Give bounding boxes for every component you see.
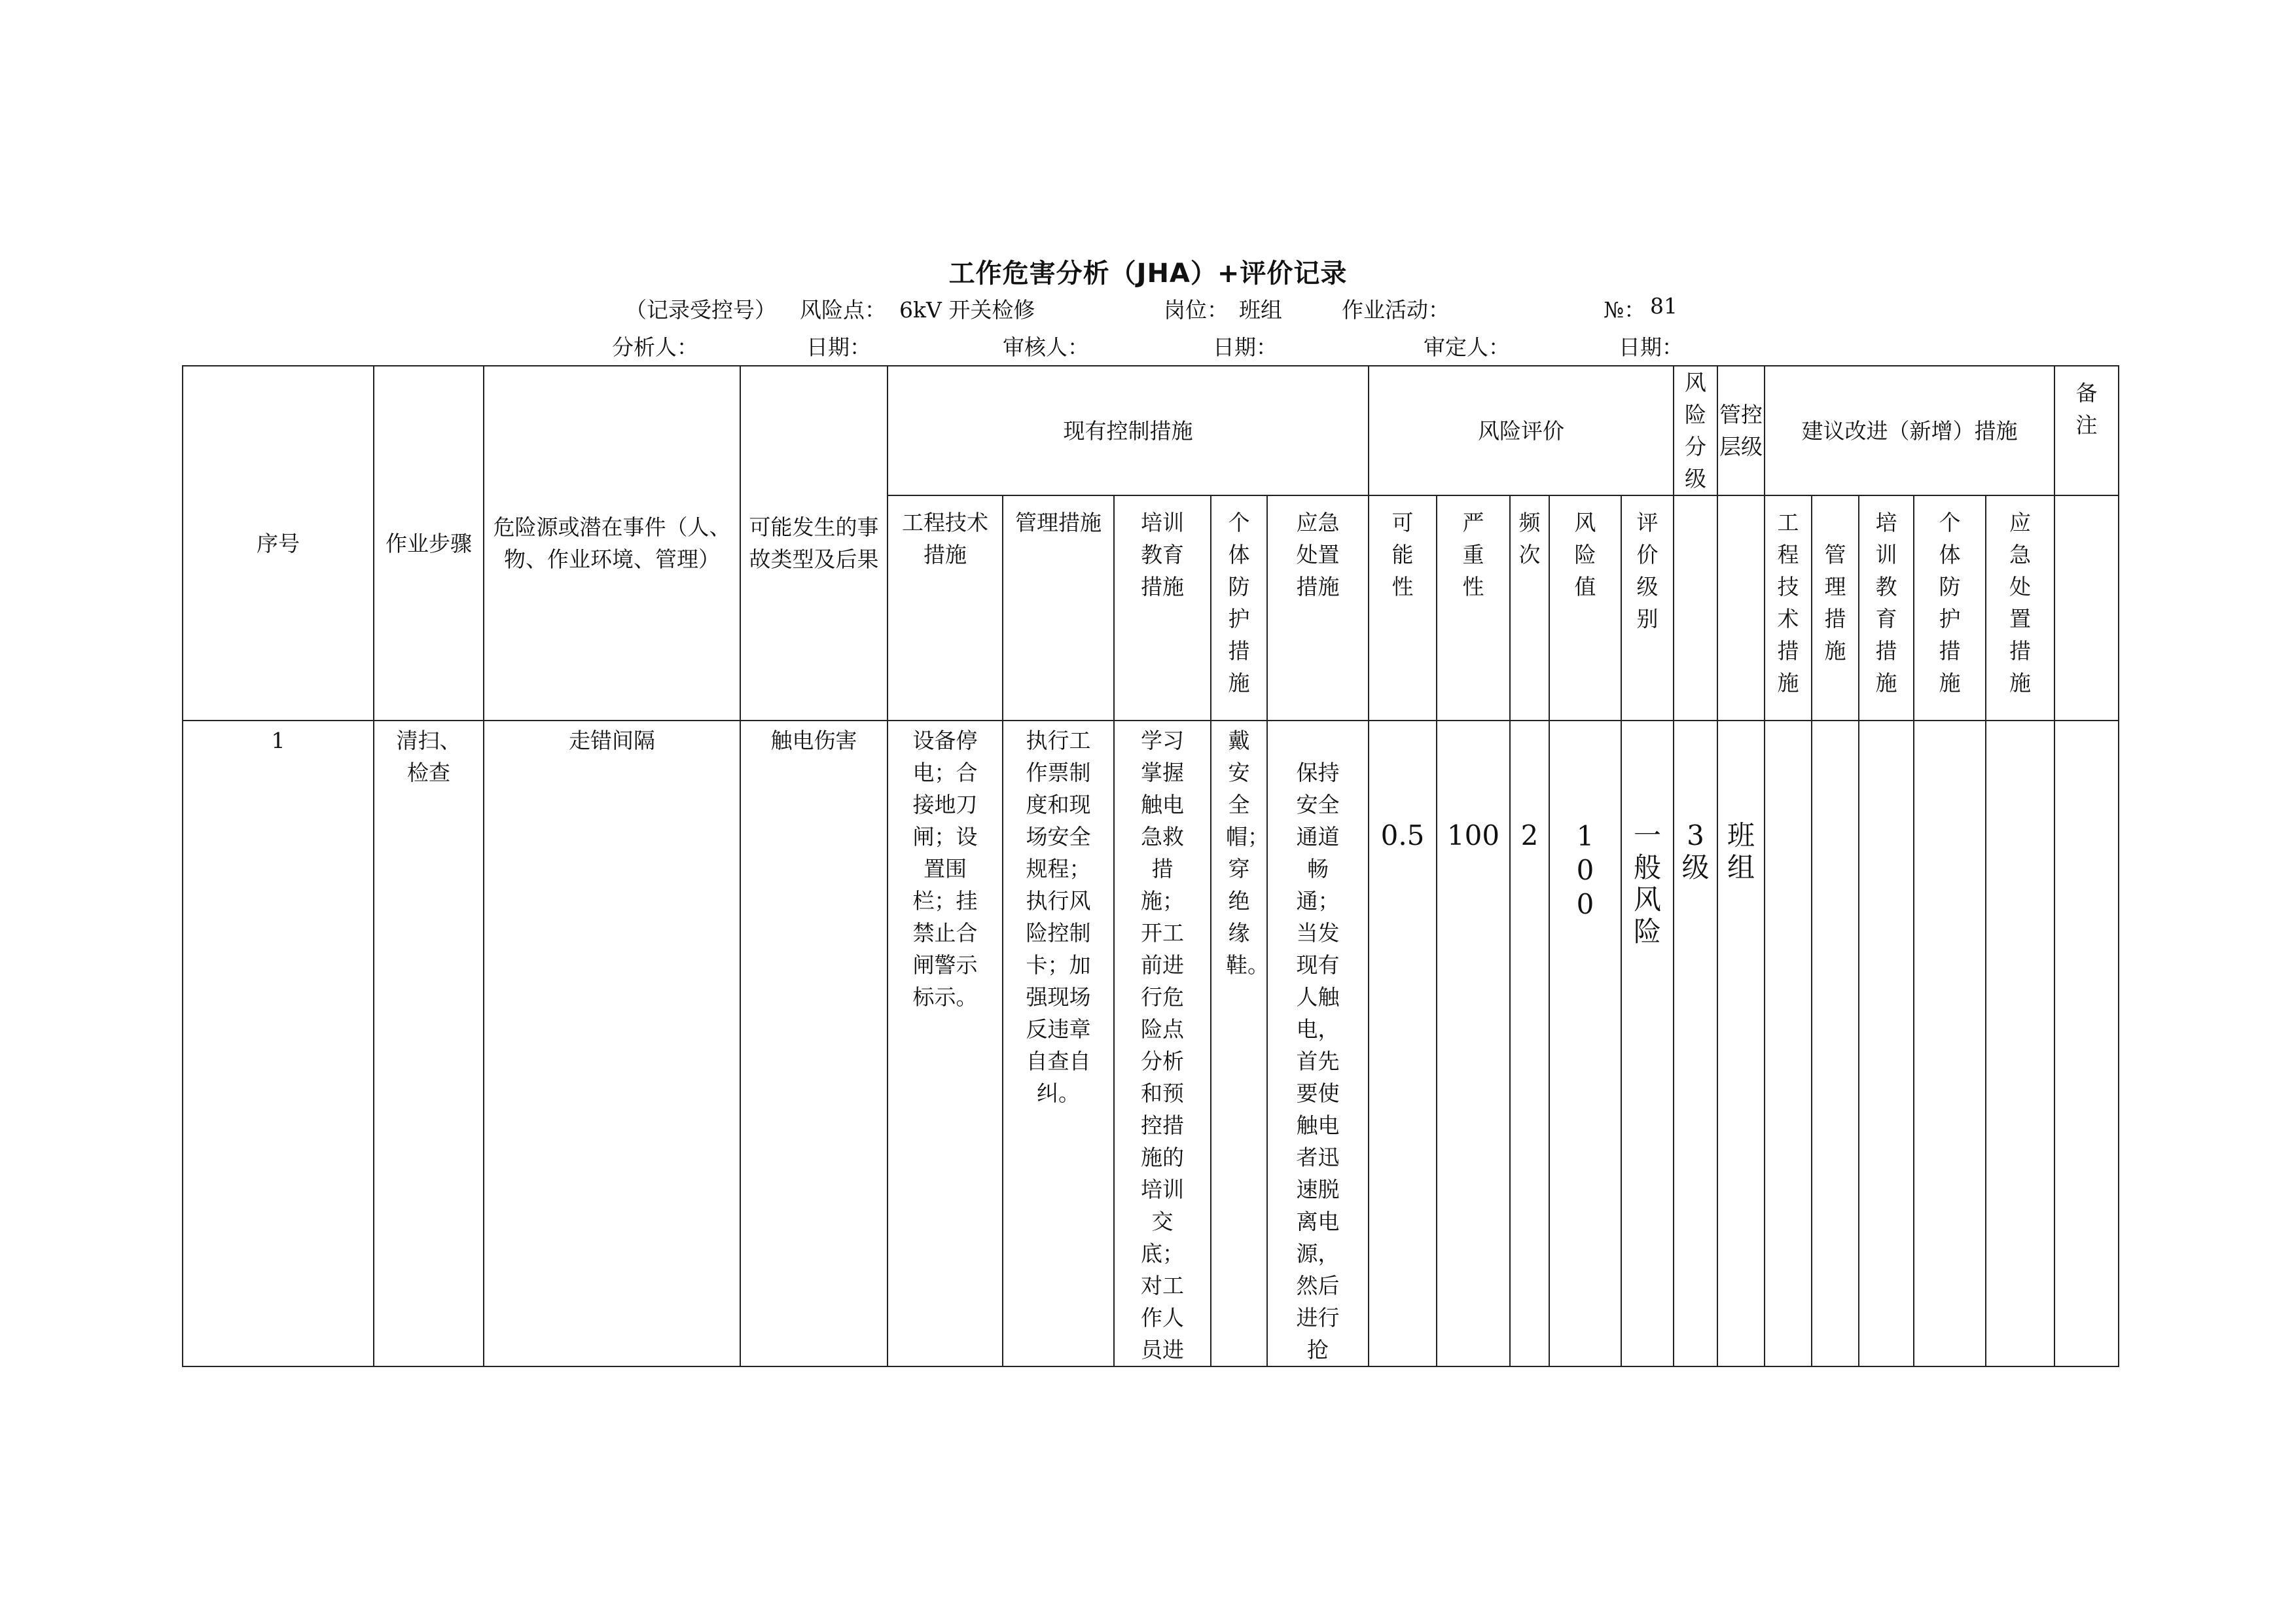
analyst-label: 分析人： <box>612 334 698 360</box>
header-evaluation-level: 评价级别 <box>1621 495 1674 721</box>
post-value: 班组 <box>1239 297 1282 323</box>
row-control-level: 班组 <box>1717 721 1765 1366</box>
header-suggested-training: 培训教育措施 <box>1859 495 1914 721</box>
row-suggested-engineering <box>1765 721 1812 1366</box>
row-training: 学习掌握触电急救措施；开工前进行危险点分析和预控措施的培训交底；对工作人员进 <box>1114 721 1211 1366</box>
date-label-3: 日期： <box>1619 334 1683 360</box>
row-step: 清扫、检查 <box>374 721 484 1366</box>
header-risk-evaluation: 风险评价 <box>1369 366 1674 495</box>
row-risk-value: 100 <box>1549 721 1621 1366</box>
row-suggested-ppe <box>1914 721 1986 1366</box>
header-suggested-engineering: 工程技术措施 <box>1765 495 1812 721</box>
risk-point-label: 风险点： <box>800 297 886 323</box>
row-evaluation-level: 一般风险 <box>1621 721 1674 1366</box>
approver-label: 审定人： <box>1424 334 1510 360</box>
row-suggested-training <box>1859 721 1914 1366</box>
row-severity: 100 <box>1437 721 1510 1366</box>
header-existing-ppe: 个体防护措施 <box>1211 495 1267 721</box>
header-suggested-ppe: 个体防护措施 <box>1914 495 1986 721</box>
record-number-label: （记录受控号） <box>625 297 776 323</box>
header-existing-training: 培训教育措施 <box>1114 495 1211 721</box>
row-emergency: 保持安全通道畅通；当发现有人触电，首先要使触电者迅速脱离电源，然后进行抢 <box>1267 721 1369 1366</box>
header-hazard: 危险源或潜在事件（人、物、作业环境、管理） <box>484 366 740 721</box>
row-hazard: 走错间隔 <box>484 721 740 1366</box>
row-engineering: 设备停电；合接地刀闸；设置围栏；挂禁止合闸警示标示。 <box>888 721 1003 1366</box>
number-label: №： <box>1604 297 1646 323</box>
date-label-2: 日期： <box>1213 334 1278 360</box>
header-seq: 序号 <box>183 366 374 721</box>
row-suggested-management <box>1812 721 1859 1366</box>
header-risk-value: 风险值 <box>1549 495 1621 721</box>
number-value: 81 <box>1650 293 1677 319</box>
header-control-level: 管控层级 <box>1717 366 1765 495</box>
row-ppe: 戴安全帽；穿绝缘鞋。 <box>1211 721 1267 1366</box>
header-frequency: 频次 <box>1510 495 1549 721</box>
header-existing-engineering: 工程技术措施 <box>888 495 1003 721</box>
header-likelihood: 可能性 <box>1369 495 1437 721</box>
reviewer-label: 审核人： <box>1003 334 1089 360</box>
header-risk-grade-blank <box>1674 495 1717 721</box>
post-label: 岗位： <box>1164 297 1229 323</box>
row-suggested-emergency <box>1986 721 2054 1366</box>
row-consequence: 触电伤害 <box>740 721 888 1366</box>
header-risk-grade: 风险分级 <box>1674 366 1717 495</box>
table-row <box>183 721 2119 1366</box>
header-remarks-blank <box>2054 495 2119 721</box>
risk-point-value: 6kV 开关检修 <box>899 297 1035 323</box>
date-label-1: 日期： <box>806 334 871 360</box>
row-risk-grade: 3级 <box>1674 721 1717 1366</box>
row-seq: 1 <box>183 721 374 1366</box>
signature-line <box>0 330 2296 359</box>
header-suggested-emergency: 应急处置措施 <box>1986 495 2054 721</box>
header-existing-controls: 现有控制措施 <box>888 366 1369 495</box>
jha-table <box>182 365 2119 1367</box>
header-remarks: 备注 <box>2054 366 2119 495</box>
header-severity: 严重性 <box>1437 495 1510 721</box>
header-control-level-blank <box>1717 495 1765 721</box>
header-suggested-management: 管理措施 <box>1812 495 1859 721</box>
activity-label: 作业活动： <box>1342 297 1450 323</box>
header-step: 作业步骤 <box>374 366 484 721</box>
header-existing-management: 管理措施 <box>1003 495 1114 721</box>
row-likelihood: 0.5 <box>1369 721 1437 1366</box>
document-title: 工作危害分析（JHA）+评价记录 <box>948 259 1348 289</box>
row-remarks <box>2054 721 2119 1366</box>
header-consequence: 可能发生的事故类型及后果 <box>740 366 888 721</box>
header-suggested-measures: 建议改进（新增）措施 <box>1765 366 2054 495</box>
row-frequency: 2 <box>1510 721 1549 1366</box>
header-existing-emergency: 应急处置措施 <box>1267 495 1369 721</box>
row-management: 执行工作票制度和现场安全规程；执行风险控制卡；加强现场反违章自查自纠。 <box>1003 721 1114 1366</box>
header-info-line <box>0 293 2296 322</box>
